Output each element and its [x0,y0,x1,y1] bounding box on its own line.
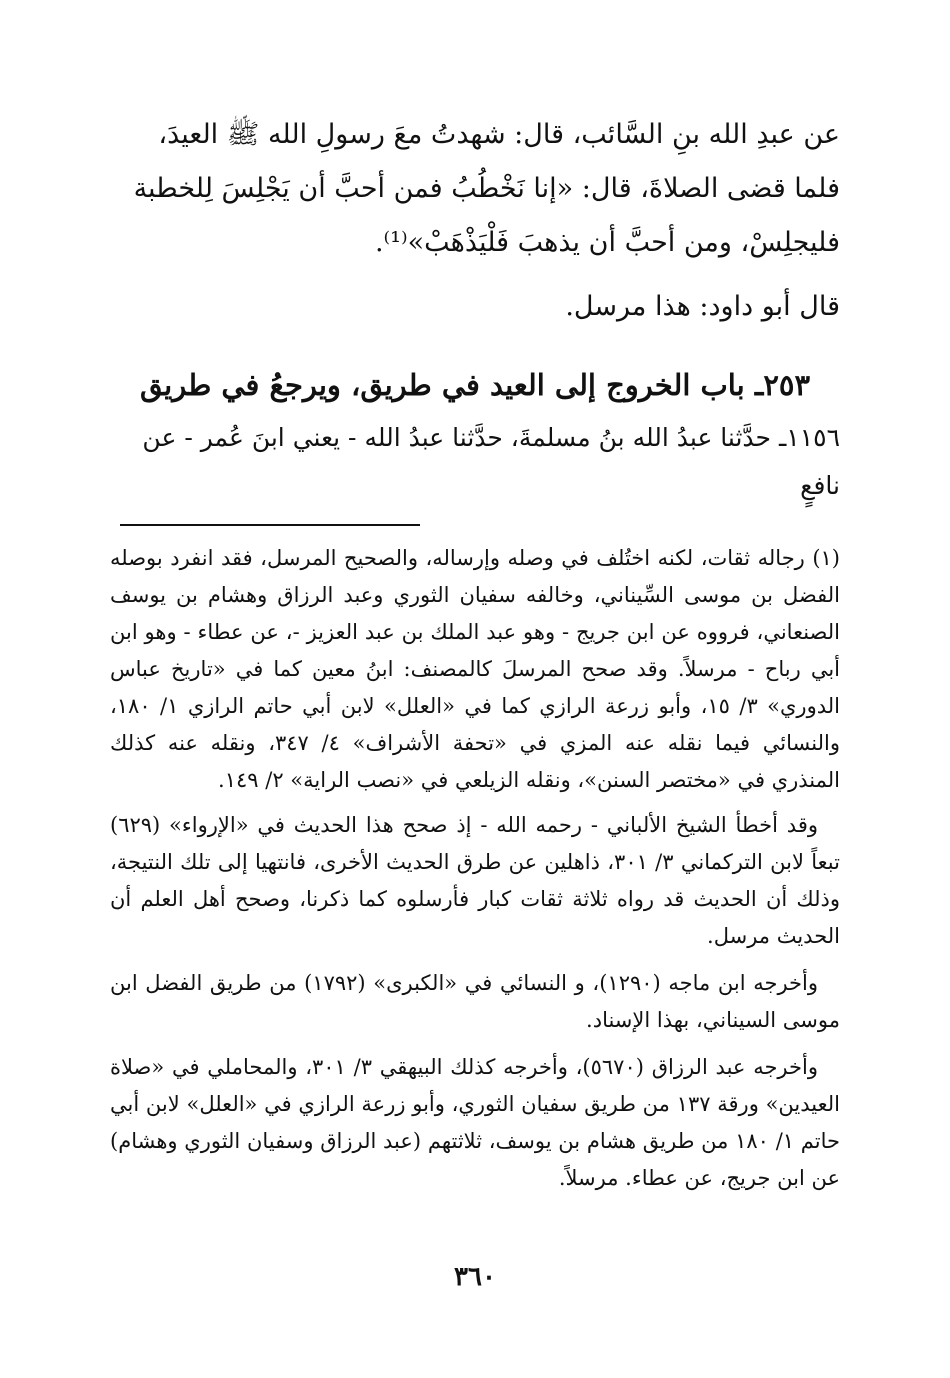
footnotes [110,540,840,1197]
footnote-paragraph: وقد أخطأ الشيخ الألباني - رحمه الله - إذ صحح هذا الحديث في «الإرواء» (٦٢٩) تبعاً لابن التركماني ٣/ ٣٠١، ذاهلين عن طرق الحديث الأخرى، فانتهيا إلى تلك النتيجة، وذلك أن الحديث قد رواه ثلاثة ثقات كبار فأرسلوه كما ذكرنا، وصحح أهل العلم أن الحديث مرسل. [110,813,840,948]
footnote-separator [120,524,420,526]
footnote-paragraph: وأخرجه ابن ماجه (١٢٩٠)، و النسائي في «الكبرى» (١٧٩٢) من طريق الفضل ابن موسى السيناني، بهذا الإسناد. [110,971,840,1032]
footnote-paragraph: (١) رجاله ثقات، لكنه اختُلف في وصله وإرساله، والصحيح المرسل، فقد انفرد بوصله الفضل بن موسى السِّيناني، وخالفه سفيان الثوري وعبد الرزاق وهشام بن يوسف الصنعاني، فرووه عن ابن جريج - وهو عبد الملك بن عبد العزيز -، عن عطاء - وهو ابن أبي رباح - مرسلاً. وقد صحح المرسلَ كالمصنف: ابنُ معين كما في «تاريخ عباس الدوري» ٣/ ١٥، وأبو زرعة الرازي كما في «العلل» لابن أبي حاتم الرازي ١/ ١٨٠، والنسائي فيما نقله عنه المزي في «تحفة الأشراف» ٤/ ٣٤٧، ونقله عنه كذلك المنذري في «مختصر السنن»، ونقله الزيلعي في «نصب الراية» ٢/ ١٤٩. [110,546,840,792]
chapter-heading: ٢٥٣ـ باب الخروج إلى العيد في طريق، ويرجعُ في طريق [139,368,811,402]
hadith-text-line: فليجلِسْ، ومن أحبَّ أن يذهبَ فَلْيَذْهَبْ»⁽¹⁾. [374,227,840,258]
hadith-text [110,108,840,270]
abu-dawud-comment: قال أبو داود: هذا مرسل. [565,291,840,322]
book-page [110,108,840,1207]
footnote-paragraph: وأخرجه عبد الرزاق (٥٦٧٠)، وأخرجه كذلك البيهقي ٣/ ٣٠١، والمحاملي في «صلاة العيدين» ورقة ١٣٧ من طريق سفيان الثوري، وأبو زرعة الرازي في «العلل» لابن أبي حاتم ١/ ١٨٠ من طريق هشام بن يوسف، ثلاثتهم (عبد الرزاق وسفيان الثوري وهشام) عن ابن جريج، عن عطاء. مرسلاً. [110,1055,840,1190]
hadith-text-line: فلما قضى الصلاةَ، قال: «إنا نَخْطُبُ فمن أحبَّ أن يَجْلِسَ لِلخطبة [133,173,840,204]
page-number: ٣٦٠ [454,1262,496,1292]
hadith-text-line: عن عبدِ الله بنِ السَّائب، قال: شهدتُ معَ رسولِ الله ﷺ العيدَ، [158,119,840,150]
hadith-opening: ١١٥٦ـ حدَّثنا عبدُ الله بنُ مسلمةَ، حدَّثنا عبدُ الله - يعني ابنَ عُمر - عن نافعٍ [142,423,840,500]
